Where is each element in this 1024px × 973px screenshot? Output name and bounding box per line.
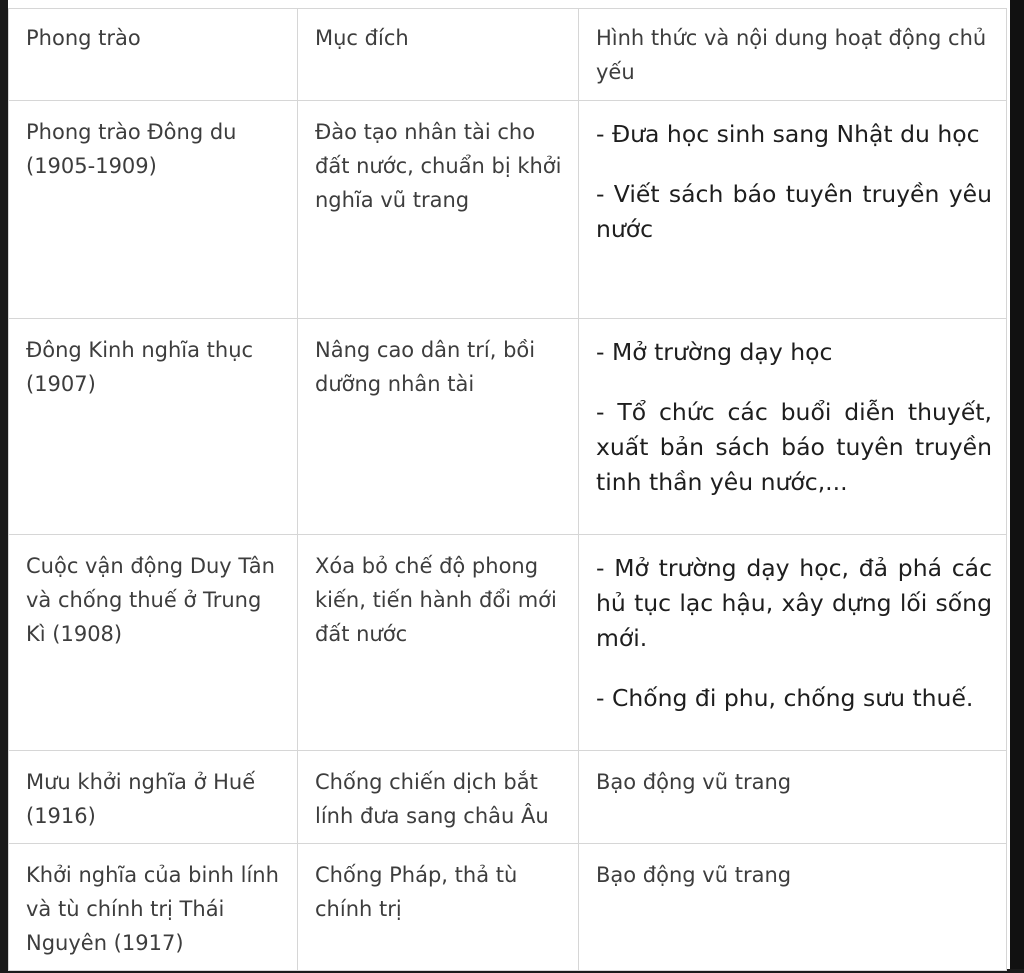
header-activities: Hình thức và nội dung hoạt động chủ yếu	[579, 9, 1007, 101]
table-header-row	[9, 9, 1007, 101]
movement-text: Mưu khởi nghĩa ở Huế (1916)	[26, 770, 256, 828]
movement-text: Cuộc vận động Duy Tân và chống thuế ở Trung Kì (1908)	[26, 554, 275, 646]
activities-cell	[579, 751, 1007, 844]
right-edge-frame	[1010, 0, 1024, 973]
table-row	[9, 319, 1007, 535]
purpose-cell	[298, 101, 579, 319]
purpose-text: Xóa bỏ chế độ phong kiến, tiến hành đổi mới đất nước	[315, 554, 557, 646]
movement-cell	[9, 101, 298, 319]
activity-item: - Mở trường dạy học	[596, 338, 833, 366]
table-row	[9, 751, 1007, 844]
activities-cell	[579, 319, 1007, 535]
activities-cell	[579, 844, 1007, 971]
table-row	[9, 844, 1007, 971]
purpose-cell	[298, 751, 579, 844]
activity-item: - Mở trường dạy học, đả phá các hủ tục lạc hậu, xây dựng lối sống mới.	[596, 554, 992, 652]
movement-cell	[9, 844, 298, 971]
activity-item: Bạo động vũ trang	[596, 770, 792, 794]
purpose-text: Chống Pháp, thả tù chính trị	[315, 863, 518, 921]
header-purpose: Mục đích	[298, 9, 579, 101]
movement-cell	[9, 319, 298, 535]
purpose-cell	[298, 319, 579, 535]
purpose-text: Chống chiến dịch bắt lính đưa sang châu Âu	[315, 770, 549, 828]
movement-cell	[9, 751, 298, 844]
movement-text: Khởi nghĩa của binh lính và tù chính trị Thái Nguyên (1917)	[26, 863, 279, 955]
purpose-cell	[298, 844, 579, 971]
activity-item: - Viết sách báo tuyên truyền yêu nước	[596, 180, 992, 243]
left-edge-frame	[0, 0, 8, 973]
purpose-text: Nâng cao dân trí, bồi dưỡng nhân tài	[315, 338, 536, 396]
purpose-cell	[298, 535, 579, 751]
table-row	[9, 535, 1007, 751]
activity-item: Bạo động vũ trang	[596, 863, 792, 887]
purpose-text: Đào tạo nhân tài cho đất nước, chuẩn bị khởi nghĩa vũ trang	[315, 120, 562, 212]
movement-cell	[9, 535, 298, 751]
table-row	[9, 101, 1007, 319]
activity-item: - Đưa học sinh sang Nhật du học	[596, 120, 980, 148]
movement-text: Đông Kinh nghĩa thục (1907)	[26, 338, 254, 396]
activities-cell	[579, 101, 1007, 319]
movements-table	[8, 8, 1007, 971]
activity-item: - Tổ chức các buổi diễn thuyết, xuất bản sách báo tuyên truyền tinh thần yêu nước,...	[596, 398, 992, 496]
movement-text: Phong trào Đông du (1905-1909)	[26, 120, 237, 178]
activity-item: - Chống đi phu, chống sưu thuế.	[596, 684, 974, 712]
activities-cell	[579, 535, 1007, 751]
header-movement: Phong trào	[9, 9, 298, 101]
